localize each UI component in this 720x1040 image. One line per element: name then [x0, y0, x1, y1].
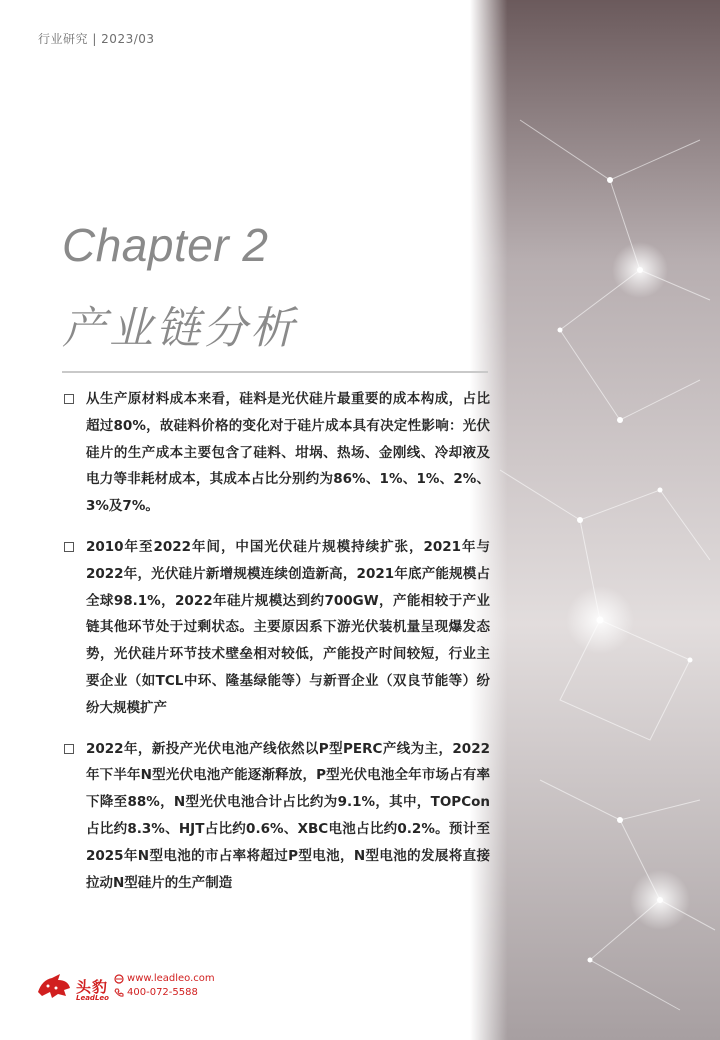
bullet-item — [62, 386, 490, 520]
chapter-title-en: Chapter 2 — [62, 219, 269, 271]
contact-info — [114, 972, 215, 1000]
checkbox-bullet-icon — [64, 394, 74, 404]
phone-number: 400-072-5588 — [127, 987, 198, 998]
title-divider — [62, 371, 488, 373]
bullet-text: 2022年，新投产光伏电池产线依然以P型PERC产线为主，2022年下半年N型光伏电池产能逐渐释放，P型光伏电池全年市场占有率下降至88%，N型光伏电池合计占比约为9.1%，其中，TOPCon占比约8.3%、HJT占比约0.6%、XBC电池占比约0.2%。预计至2025年N型电池的市占率将超过P型电池，N型电池的发展将直接拉动N型硅片的生产制造 — [86, 740, 490, 891]
report-tag: 行业研究 | 2023/03 — [38, 32, 155, 46]
leopard-logo-icon — [36, 972, 72, 1000]
bullet-list — [62, 386, 490, 910]
chapter-title-cn: 产业链分析 — [62, 303, 297, 354]
checkbox-bullet-icon — [64, 744, 74, 754]
brand-name-en: LeadLeo — [76, 994, 109, 1002]
checkbox-bullet-icon — [64, 542, 74, 552]
footer-brand — [36, 972, 215, 1000]
bullet-item — [62, 736, 490, 897]
bullet-item — [62, 534, 490, 722]
brand-name-cn: 头豹 — [76, 977, 109, 996]
phone-icon — [114, 988, 124, 998]
bullet-text: 2010年至2022年间，中国光伏硅片规模持续扩张，2021年与2022年，光伏硅片新增规模连续创造新高，2021年底产能规模占全球98.1%，2022年硅片规模达到约700GW，产能相较于产业链其他环节处于过剩状态。主要原因系下游光伏装机量呈现爆发态势，光伏硅片环节技术壁垒相对较低，产能投产时间较短，行业主要企业（如TCL中环、隆基绿能等）与新晋企业（双良节能等）纷纷大规模扩产 — [86, 538, 490, 716]
website-link[interactable]: www.leadleo.com — [127, 973, 215, 984]
web-icon — [114, 974, 124, 984]
bullet-text: 从生产原材料成本来看，硅料是光伏硅片最重要的成本构成，占比超过80%，故硅料价格的变化对于硅片成本具有决定性影响：光伏硅片的生产成本主要包含了硅料、坩埚、热场、金刚线、冷却液及电力等非耗材成本，其成本占比分别约为86%、1%、1%、2%、3%及7%。 — [86, 391, 490, 515]
